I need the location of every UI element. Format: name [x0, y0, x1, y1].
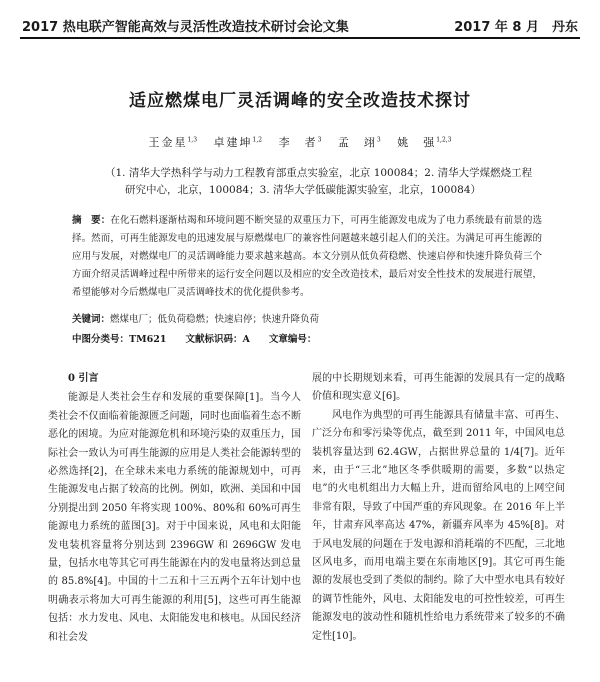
article-number: 文章编号： — [268, 334, 317, 345]
author-list — [0, 134, 600, 150]
paper-title: 适应燃煤电厂灵活调峰的安全改造技术探讨 — [129, 91, 471, 111]
classification-number: 中图分类号：TM621 — [72, 334, 167, 345]
section-heading: 0 引言 — [68, 373, 99, 384]
keywords-text: 燃煤电厂；低负荷稳燃；快速启停；快速升降负荷 — [110, 314, 320, 325]
keywords-label: 关键词： — [72, 314, 111, 325]
classification-line — [72, 331, 542, 349]
body-paragraph: 能源是人类社会生存和发展的重要保障[1]。当今人类社会不仅面临着能源匮乏问题，同时也面临着生态不断恶化的困境。为应对能源危机和环境污染的双重压力，国际社会一致认为可再生能源的应用是人类社会能源转型的必然选择[2]，在全球未来电力系统的能源规划中，可再生能源发电占据了较高的比例。例如，欧洲、美国和中国分别提出到 2050 年将实现 100%、80%和 60%可再生能源电力系统的蓝图[3]。对于中国来说，风电和太阳能发电装机容量将分别达到 2396GW 和 2696GW 发电量，包括水电等其它可再生能源在内的发电量将达到总量的 85.8%[4]。中国的十二五和十三五两个五年计划中也明确表示将加大可再生能源的利用[5]，这些可再生能源包括：水力发电、风电、太阳能发电和核电。从国民经济和社会发 — [48, 392, 301, 643]
affiliations — [105, 165, 545, 199]
abstract-label: 摘 要： — [72, 215, 111, 226]
body-column-left — [48, 370, 301, 647]
affiliation-line: 研究中心，北京，100084；3. 清华大学低碳能源实验室，北京，100084） — [125, 184, 482, 196]
document-code: 文献标识码：A — [185, 334, 250, 345]
header-rule — [20, 37, 580, 39]
body-column-right — [312, 370, 565, 646]
journal-title: 2017 热电联产智能高效与灵活性改造技术研讨会论文集 — [22, 19, 349, 35]
body-paragraph: 展的中长期规划来看，可再生能源的发展具有一定的战略价值和现实意义[6]。 — [312, 373, 565, 403]
issue-date: 2017 年 8 月 丹东 — [454, 19, 578, 35]
abstract-text: 在化石燃料逐渐枯竭和环境问题不断突显的双重压力下，可再生能源发电成为了电力系统最有前景的选择。然而，可再生能源发电的迅速发展与原燃煤电厂的兼容性问题越来越引起人们的关注。为满足可再生能源的应用与发展，对燃煤电厂的灵活调峰能力要求越来越高。本文分别从低负荷稳燃、快速启停和快速升降负荷三个方面介绍灵活调峰过程中所带来的运行安全问题以及相应的安全改造技术，最后对安全性技术的发展进行展望，希望能够对今后燃煤电厂灵活调峰技术的优化提供参考。 — [72, 215, 542, 298]
keywords — [72, 311, 542, 329]
abstract — [72, 212, 542, 302]
affiliation-line: （1. 清华大学热科学与动力工程教育部重点实验室，北京 100084；2. 清华大学煤燃烧工程 — [105, 167, 533, 179]
author: 孟 翊$^3$ — [337, 136, 381, 149]
author: 李 者$^3$ — [278, 136, 322, 149]
author: 姚 强$^{1,2,3}$ — [397, 136, 452, 149]
author: 卓建坤$^{1,2}$ — [213, 136, 263, 149]
body-paragraph: 风电作为典型的可再生能源具有储量丰富、可再生、广泛分布和零污染等优点，截至到 2011 年，中国风电总装机容量达到 62.4GW，占据世界总量的 1/4[7]。近年来，由于“三北”地区冬季供暖期的需要，多数“以热定电”的火电机组出力大幅上升，进而留给风电的上网空间非常有限，导致了中国严重的弃风现象。在 2016 年上半年，甘肃弃风率高达 47%，新疆弃风率为 45%[8]。对于风电发展的问题在于发电源和消耗端的不匹配，三北地区风电多，而用电端主要在东南地区[9]。其它可再生能源的发展也受到了类似的制约。除了大中型水电具有较好的调节性能外，风电、太阳能发电的可控性较差，可再生能源发电的波动性和随机性给电力系统带来了较多的不确定性[10]。 — [312, 409, 565, 642]
running-header — [22, 14, 578, 36]
author: 王金星$^{1,3}$ — [148, 136, 198, 149]
